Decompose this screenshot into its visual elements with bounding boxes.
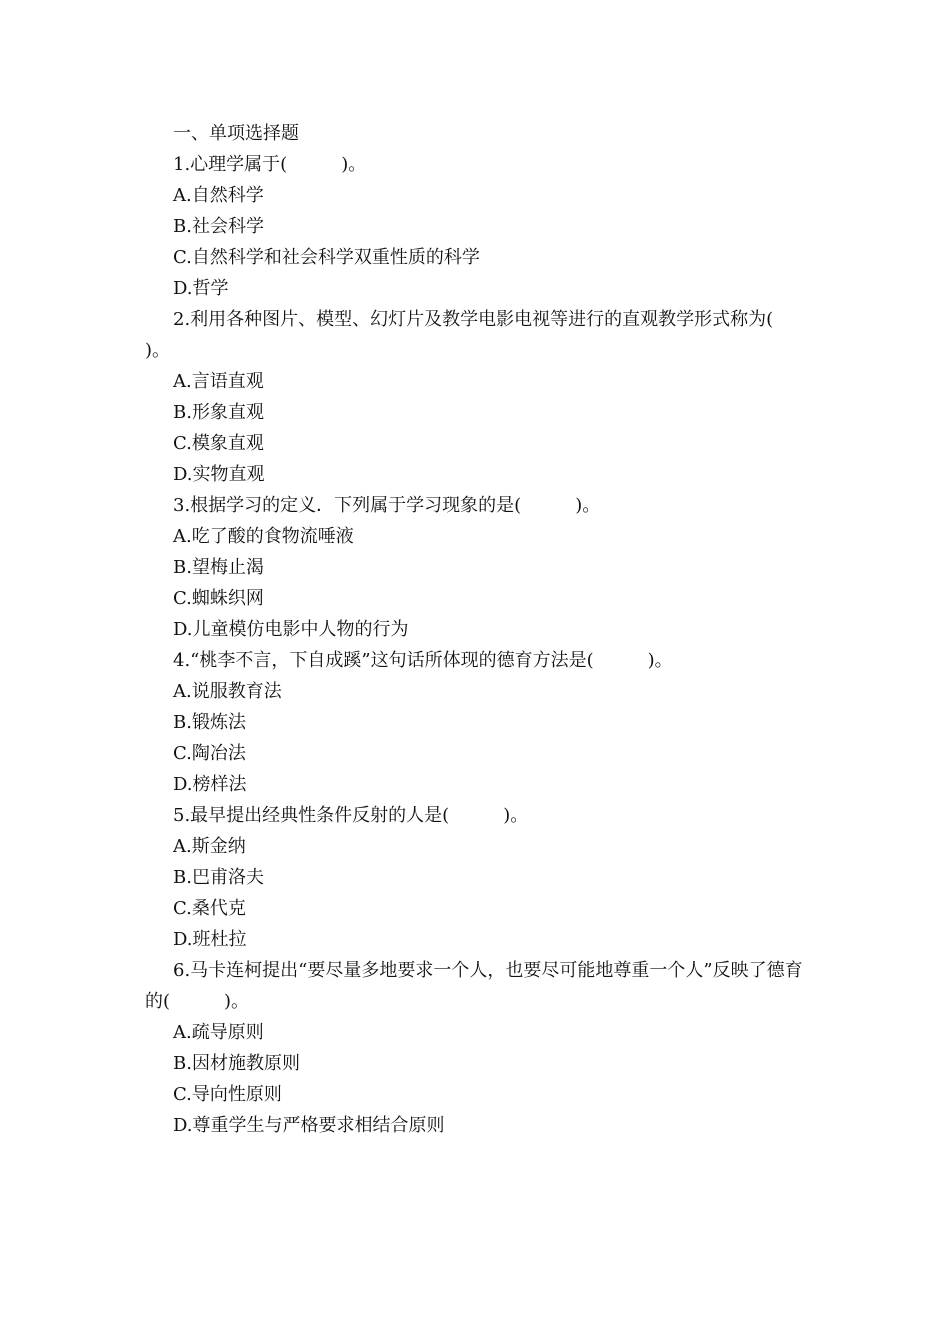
option-item: C.自然科学和社会科学双重性质的科学 [173, 247, 480, 268]
option-item: D.班杜拉 [173, 929, 247, 950]
option-item: D.实物直观 [173, 464, 265, 485]
question-stem: 6.马卡连柯提出“要尽量多地要求一个人，也要尽可能地尊重一个人”反映了德育的( )。 [145, 960, 803, 1012]
option-item: C.陶冶法 [173, 743, 246, 764]
option-item: A.吃了酸的食物流唾液 [173, 526, 354, 547]
option-item: B.望梅止渴 [173, 557, 264, 578]
question-stem: 4.“桃李不言，下自成蹊”这句话所体现的德育方法是( )。 [173, 650, 673, 671]
question-stem: 3.根据学习的定义．下列属于学习现象的是( )。 [173, 495, 601, 516]
option-item: C.导向性原则 [173, 1084, 282, 1105]
option-item: A.自然科学 [173, 185, 264, 206]
option-item: A.疏导原则 [173, 1022, 264, 1043]
option-item: D.榜样法 [173, 774, 247, 795]
option-item: D.哲学 [173, 278, 229, 299]
question-list [145, 118, 828, 1141]
section-title: 一、单项选择题 [173, 123, 299, 144]
option-item: B.形象直观 [173, 402, 264, 423]
option-item: A.说服教育法 [173, 681, 282, 702]
option-item: B.锻炼法 [173, 712, 246, 733]
option-item: D.儿童模仿电影中人物的行为 [173, 619, 409, 640]
option-item: B.巴甫洛夫 [173, 867, 264, 888]
option-item: A.斯金纳 [173, 836, 246, 857]
option-item: C.桑代克 [173, 898, 246, 919]
question-stem: 2.利用各种图片、模型、幻灯片及教学电影电视等进行的直观教学形式称为( )。 [145, 309, 828, 361]
option-item: D.尊重学生与严格要求相结合原则 [173, 1115, 445, 1136]
question-stem: 1.心理学属于( )。 [173, 154, 367, 175]
question-stem: 5.最早提出经典性条件反射的人是( )。 [173, 805, 529, 826]
option-item: A.言语直观 [173, 371, 264, 392]
option-item: B.因材施教原则 [173, 1053, 300, 1074]
option-item: C.模象直观 [173, 433, 264, 454]
option-item: C.蜘蛛织网 [173, 588, 264, 609]
option-item: B.社会科学 [173, 216, 264, 237]
